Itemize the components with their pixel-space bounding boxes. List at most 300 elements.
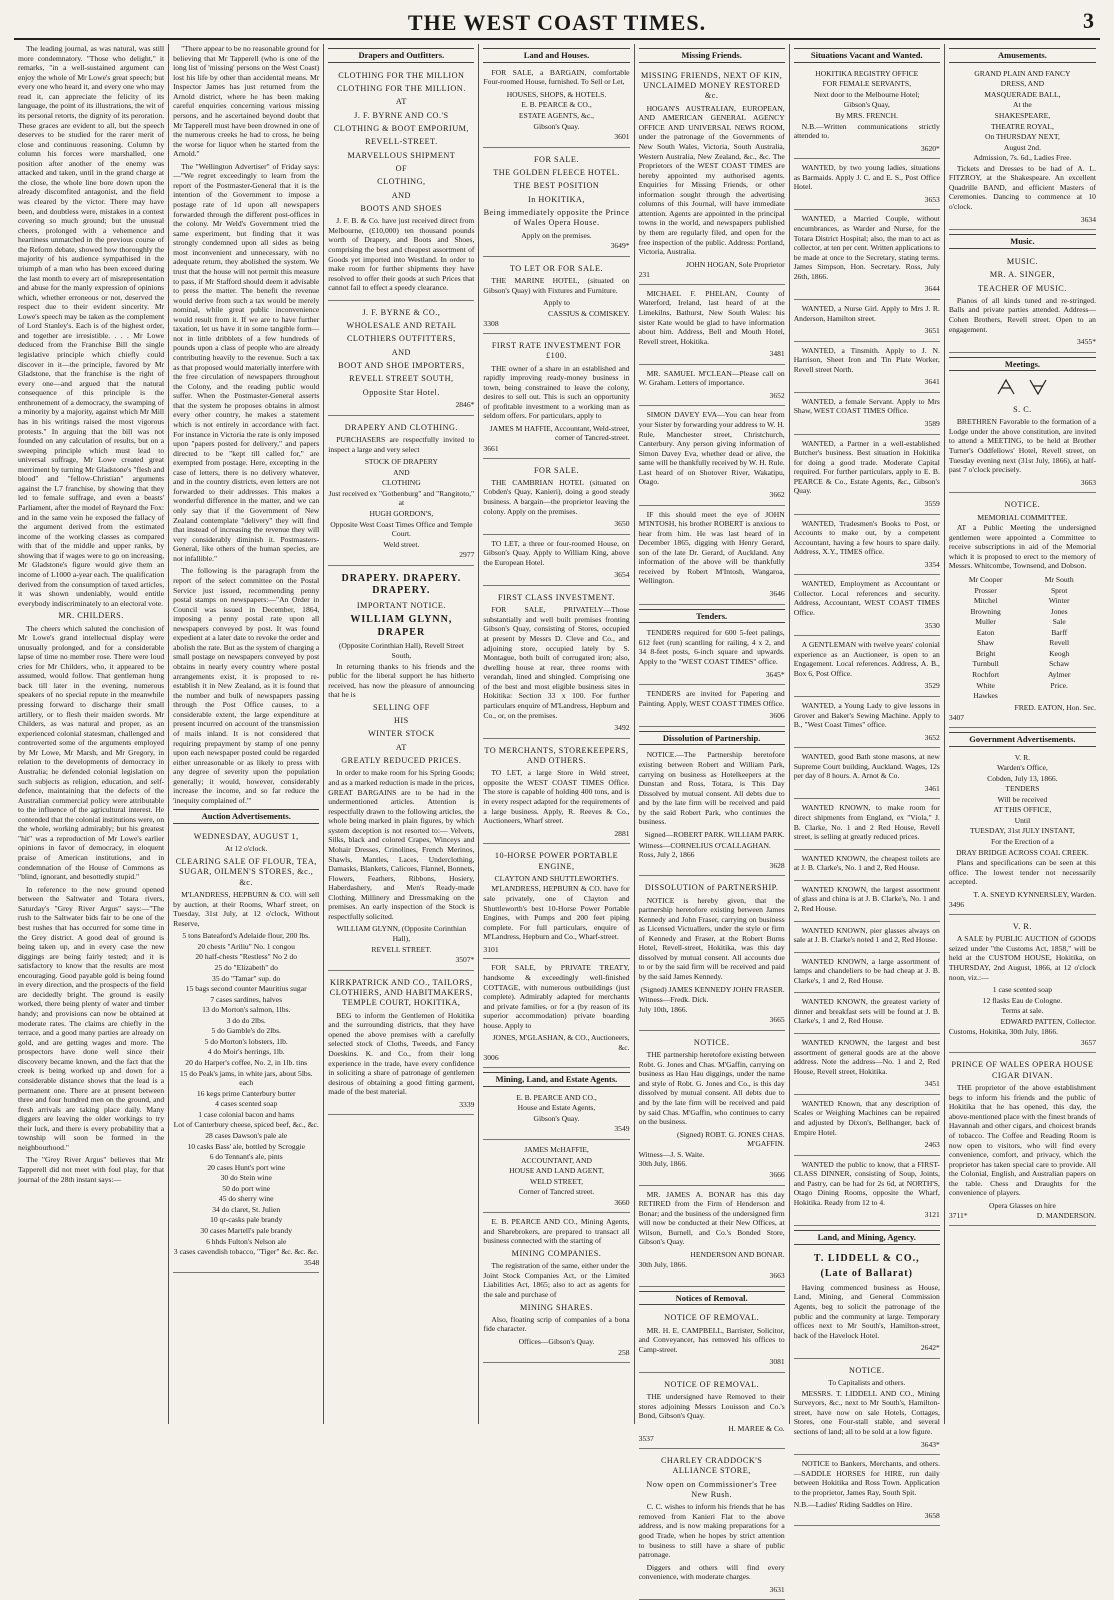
ad-body: AT a Public Meeting the undersigned gentlemen were appointed a Committee to receive subscriptions in aid of the Memorial which it is proposed to erect to the memory of Messrs. Whitcombe, Townsend, and Dobson.: [948, 523, 1096, 571]
ad-line: T. LIDDELL & CO.,: [813, 1252, 920, 1264]
ad-heading: NOTICE.: [848, 1365, 885, 1375]
auction-body: M'LANDRESS, HEPBURN & CO. will sell by auction, at their Rooms, Wharf street, on Tuesday, 31st July, at 12 o'clock, Without Reserve,: [173, 890, 320, 928]
ad-line: HOUSES, SHOPS, & HOTELS.: [506, 89, 607, 99]
ad-signature: Signed—ROBERT PARK. WILLIAM PARK.: [644, 829, 785, 839]
ad-line: Opposite West Coast Times Office and Temple Court.: [330, 519, 473, 539]
ad-date: July 10th, 1866.: [638, 1004, 688, 1014]
craddock-store-ad: [639, 1451, 785, 1600]
ad-ref: 3455*: [1077, 337, 1096, 347]
ad-body: WANTED, by two young ladies, situations as Barmaids. Apply J. C. and E. S., Post Office Hotel.: [793, 163, 940, 192]
ad-apply: Apply on the premises.: [521, 230, 592, 240]
ad-line: HOKITIKA REGISTRY OFFICE: [815, 68, 919, 78]
ad-line: FOR FEMALE SERVANTS,: [822, 79, 912, 89]
lodge-meeting-ad: [949, 374, 1096, 493]
ad-tail: REVELL STREET.: [371, 944, 432, 954]
article-paragraph: The "Grey River Argus" believes that Mr Tapperell did not meet with foul play, for that journal of the 28th instant says:—: [18, 1155, 165, 1184]
wanted-ad: [794, 577, 940, 636]
ad-line: Weld street.: [383, 539, 420, 549]
ad-body: WANTED, a female Servant. Apply to Mrs Shaw, WEST COAST TIMES Office.: [793, 396, 940, 416]
ad-ref: 3711*: [948, 1211, 968, 1221]
ad-line: Next door to the Melbourne Hotel;: [813, 89, 920, 99]
auction-time: At 12 o'clock.: [224, 844, 268, 854]
ad-line: THE GOLDEN FLEECE HOTEL.: [493, 167, 620, 177]
ad-body: TENDERS required for 600 5-feet palings, 612 feet (run) scantling for railing, 4 x 2, and 34 8-feet posts, 6-inch square and upwards. Apply to the "WEST COAST TIMES" office.: [638, 628, 785, 666]
ad-ref: 3628: [769, 860, 785, 870]
ad-line: Gibson's Quay.: [533, 121, 580, 131]
ad-heading: MUSIC.: [1006, 256, 1038, 266]
wanted-ad: [794, 1036, 940, 1095]
marine-hotel-ad: [483, 259, 629, 334]
ad-body: MR. SAMUEL M'CLEAN—Please call on W. Graham. Letters of importance.: [638, 368, 785, 388]
wanted-ad: [794, 995, 940, 1034]
customs-sale-ad: [949, 917, 1096, 1054]
ad-body: THE CAMBRIAN HOTEL (situated on Cobden's Quay, Kanieri), doing a good steady business. A bargain—the proprietor leaving the colony. Apply on the premises.: [483, 477, 630, 516]
ad-lines: [949, 922, 1096, 932]
merchants-store-ad: [483, 741, 629, 845]
ad-line: WELD STREET,: [529, 1176, 583, 1186]
ad-ref: 3643*: [920, 1439, 940, 1449]
section-header: Dissolution of Partnership.: [639, 731, 785, 746]
mchaffie-agent-ad: [483, 1142, 629, 1213]
ad-line: 1 case scented soap: [992, 985, 1053, 995]
auction-title: CLEARING SALE OF FLOUR, TEA, SUGAR, OILMEN'S STORES, &c., &c.: [175, 857, 317, 887]
ad-ref: 3650: [614, 519, 630, 529]
ad-body: HOGAN'S AUSTRALIAN, EUROPEAN, AND AMERICAN GENERAL AGENCY OFFICE AND UNIVERSAL NEWS ROOM, under the patronage of the Governments of New South Wales, Victoria, South Australia, Western Australia, New Zealand, &c., &c. The Proprietors of the WEST COAST TIMES are hereby appointed my authorised agents. Enquiries for Missing Friends, or other information sought through the advertising columns of this Journal, will have immediate attention. Agents are appointed in the principal towns in the world, and newspapers published by them are regularly filed, and open for the free inspection of the public. Address: Portland, Victoria, Australia.: [638, 103, 785, 257]
tender-palings-ad: [639, 626, 785, 685]
ad-line: HIS: [394, 716, 409, 726]
ad-body: N.B.—Written communications strictly attended to.: [793, 121, 940, 141]
ad-lines: [483, 90, 629, 131]
ad-line: MINING SHARES.: [520, 1302, 593, 1312]
ad-line: Opposite Star Hotel.: [362, 387, 440, 397]
ad-heading: PRINCE OF WALES OPERA HOUSE CIGAR DIVAN.: [951, 1060, 1094, 1080]
ad-line: Mr South: [1044, 574, 1074, 584]
ad-signature: CASSIUS & COMISKEY.: [548, 308, 630, 318]
ad-ref: 3548: [304, 1257, 320, 1267]
article-paragraph: The following is the paragraph from the report of the select committee on the Postal Service just issued, recommending penny postal stamps on newspapers:—"An Order in Council was issued in December, 1864, imposing a penny postal rate upon all newspapers conveyed by post. It was found expedient at a later date to revoke the order and abolish the rate. But as the system of charging a small postage on newspapers conveyed by post obtains in nearly every country where postal arrangements exist, it is proposed to re-establish it in New Zealand, as it is found that the number and bulk of newspapers passing through the Post Office causes, to a considerable extent, the large expenditure at present incurred on account of the transmission of mails inland. It is not considered that requiring prepayment by stamp of one penny upon each newspaper posted could be regarded either unreasonable or as likely to press with any degree of severity upon the population generally; it would, however, considerably increase the income, and so far reduce the 'inequity complained of.'": [173, 566, 320, 805]
kirkpatrick-tailors-ad: [328, 973, 474, 1116]
pearce-agents-ad: [483, 1090, 629, 1140]
ad-line: 10 casks Bass' ale, bottled by Scroggie: [187, 1141, 305, 1151]
ad-line: CLOTHING: [381, 478, 421, 488]
ad-lines: [483, 1093, 629, 1124]
ad-line: JAMES McHAFFIE,: [524, 1144, 589, 1154]
ad-line: Keogh: [1049, 648, 1070, 658]
ad-line: For the Erection of a: [990, 837, 1054, 847]
ad-ref: 3461: [924, 783, 940, 793]
ad-line: BOOTS AND SHOES: [360, 203, 443, 213]
ad-heading: MISSING FRIENDS, NEXT OF KIN, UNCLAIMED MONEY RESTORED &c.: [640, 70, 783, 101]
mining-companies-ad: [483, 1215, 629, 1363]
to-let-ad: [483, 537, 629, 586]
ad-body: WANTED KNOWN, the largest and best assortment of general goods are at the above address. Note the address—No. 1 and 2, Red House, Revell street, Hokitika.: [793, 1038, 940, 1076]
ad-line: AND: [391, 347, 411, 357]
column-6: [790, 44, 945, 1520]
missing-mintosh-ad: [639, 508, 785, 605]
ad-heading: FOR SALE.: [533, 465, 579, 475]
ad-line: V. R.: [1014, 752, 1031, 762]
ad-footer: [949, 1211, 1096, 1221]
ad-lines: [328, 703, 474, 767]
section-header: Land, and Mining, Agency.: [794, 1230, 940, 1245]
ad-body: WANTED KNOWN, the cheapest toilets are at J. B. Clarke's, No. 1 and 2, Red House.: [793, 853, 940, 873]
ad-body: Pianos of all kinds tuned and re-stringed. Balls and private parties attended. Address—Cohen Brothers, Revell street. Open to an engagement.: [948, 295, 1096, 334]
ad-lines: [483, 1145, 629, 1197]
ad-ref: 3663: [769, 1271, 785, 1280]
section-header: Government Advertisements.: [949, 732, 1096, 747]
ad-line: SHAKESPEARE,: [994, 110, 1051, 120]
wanted-ad: [794, 517, 940, 576]
ad-ref: 3649*: [610, 241, 630, 251]
wanted-ad-list: [794, 161, 940, 1226]
ad-body: TO LET, a three or four-roomed House, on Gibson's Quay. Apply to William King, above the European Hotel.: [483, 538, 630, 567]
ad-line: E. B. PEARCE AND CO.,: [516, 1092, 597, 1102]
ad-heading: FIRST CLASS INVESTMENT.: [498, 592, 615, 602]
ad-ref: 3660: [614, 1197, 630, 1207]
ad-line: AT THIS OFFICE,: [993, 805, 1052, 815]
column-3: [324, 44, 479, 1424]
dissolution-park-ad: [639, 748, 785, 876]
ad-ref: 3631: [769, 1584, 785, 1594]
wanted-ad: [794, 395, 940, 435]
ad-ref: 3662: [769, 489, 785, 499]
dissolution-jones-ad: [639, 1033, 785, 1186]
ad-body: TENDERS are invited for Papering and Painting. Apply, WEST COAST TIMES Office.: [638, 689, 785, 708]
ad-heading: FOR SALE.: [533, 154, 579, 164]
ad-body: Plans and specifications can be seen at this office. The lowest tender not necessarily accepted.: [948, 858, 1096, 887]
ad-line: 34 do claret, St. Julien: [212, 1204, 281, 1214]
ad-signature: Offices—Gibson's Quay.: [518, 1337, 595, 1347]
ad-heading: 10-HORSE POWER PORTABLE ENGINE,: [494, 851, 619, 871]
auction-item-list: [173, 931, 319, 1256]
article-paragraph: The cheers which saluted the conclusion of Mr Lowe's grand intellectual display were unusually prolonged, and for a considerable lapse of time no member rose. There were loud cries for Mr Childers, who, it appeared to be assumed, would follow. That gentleman hung back till later in the evening, numerous speakers of no special repute in the meanwhile pressing forward to discharge their small artillery, or to flesh their maiden swords. Mr Childers, as was natural and proper, as an experienced colonial statesman, challenged and controverted some of the arguments employed by Mr Lowe, Mr Marsh, and Mr Gregory, in relation to the developments of democracy in Australia; he defended colonial legislation on such subjects as religion, education, and self-defence, maintaining that the defects of the Australian commercial policy were attributable to the influence of the agricultural interest. He contended that the colonial institutions were, on the whole, working admirably; but his greatest "hit" was a reproduction of Mr Lowe's earlier opinions in favor of democracy, in eloquent praise of American institutions, and in condemnation of the House of Commons as "blind, ignorant, and besottedly stupid.": [18, 623, 165, 882]
ad-line: Bright: [975, 648, 996, 658]
wanted-ad: [794, 852, 940, 881]
ad-ref: 3654: [614, 570, 630, 580]
ad-signature: WILLIAM GLYNN, (Opposite Corinthian Hall),: [336, 924, 467, 944]
ad-body: The registration of the same, either under the Joint Stock Companies Act, or the Limited Liabilities Act, 1865; also to act as agents for the sale and purchase of: [483, 1261, 630, 1300]
section-header: Meetings.: [949, 357, 1096, 372]
ad-line: ESTATE AGENTS, &c.,: [518, 110, 595, 120]
section-header: Mining, Land, and Estate Agents.: [483, 1072, 629, 1087]
ad-line: On THURSDAY NEXT,: [984, 132, 1060, 142]
ad-body: SIMON DAVEY EVA—You can hear from your Sister by forwarding your address to W. H. Rule, Manchester street, Christchurch, Canterbury. Any person giving information of Simon Davey Eva, whether dead or alive, the same will be thankfully received by W. H. Rule. Last heard of on Shotover River, Wakatipu, Otago.: [638, 410, 785, 487]
ad-line: Sprot: [1050, 585, 1068, 595]
ad-ref: 2642*: [920, 1343, 940, 1353]
ad-lines: [949, 405, 1096, 415]
ad-ref: 3451: [924, 1079, 940, 1089]
names-left: [949, 574, 1023, 702]
ad-line: 20 chests "Ariliu" No. 1 congou: [197, 941, 295, 951]
ad-heading: DRAPERY. DRAPERY. DRAPERY.: [341, 572, 462, 597]
ad-signature: (Signed) ROBT. G. JONES CHAS. M'GAFFIN.: [677, 1129, 785, 1149]
ad-lines: [949, 270, 1096, 294]
column-5: [635, 44, 790, 1594]
ad-signature: HENDERSON AND BONAR.: [690, 1249, 785, 1259]
wanted-ad: [794, 344, 940, 393]
wanted-ad: [794, 883, 940, 922]
ad-line: 20 cases Hunt's port wine: [207, 1162, 286, 1172]
ad-line: 50 do port wine: [222, 1183, 271, 1193]
ad-body: A GENTLEMAN with twelve years' colonial experience as an Auctioneer, is open to an Engagement. Local references. Address, A. B., Box 6, Post Office.: [793, 640, 940, 678]
ad-line: 3 do do 2lbs.: [226, 1015, 266, 1025]
ad-line: 12 flasks Eau de Cologne.: [982, 995, 1063, 1005]
ad-line: AT: [395, 97, 407, 107]
ad-line: Corner of Tancred street.: [518, 1187, 595, 1197]
ad-ref: 3657: [1080, 1037, 1096, 1047]
ad-line: Cobden, July 13, 1866.: [987, 773, 1058, 783]
ad-line: August 2nd.: [1003, 142, 1041, 152]
memorial-committee-ad: [949, 495, 1096, 728]
ad-ref: 2977: [459, 550, 475, 560]
ad-line: Barff: [1051, 627, 1068, 637]
ad-body: THE proprietor of the above establishment begs to inform his friends and the public of Hokitika that he has opened, this day, the above-mentioned place with the finest brands of Havannah and other cigars, and choicest brands of tobacco. The Coffee and Reading Room is now open to visitors, who will find every convenience, comfort, and privacy, which the proprietor has taken special care to provide. All the Colonial, English, and Australian papers on the table. Chess and Draughts for the convenience of players.: [948, 1083, 1096, 1198]
ad-ref: 3663: [1080, 477, 1096, 487]
ad-line: E. B. PEARCE & CO.,: [521, 100, 592, 110]
tender-bridge-ad: [949, 750, 1096, 915]
columns: [14, 44, 1100, 1594]
ad-line: 30 do Stein wine: [220, 1173, 272, 1183]
ad-line: 5 do Morton's lobsters, 1lb.: [204, 1036, 288, 1046]
ad-body: FOR SALE, a BARGAIN, comfortable Four-roomed House, furnished. To Sell or Let,: [483, 67, 630, 87]
saddle-horses-ad: [794, 1457, 940, 1526]
ad-body: WANTED the public to know, that a FIRST-CLASS DINNER, consisting of Soup, Joints, and Pastry, can be had for 2s 6d, at NORTH'S, Otago Dining Rooms, opposite the Wharf, Hokitika. Ready from 12 to 4.: [793, 1159, 940, 1207]
ad-body: In returning thanks to his friends and the public for the liberal support he has hitherto received, has now the pleasure of announcing that he is: [328, 661, 475, 700]
article-paragraph: "There appear to be no reasonable ground for believing that Mr Tapperell (who is one of the long list of 'missing' persons on the West Coast) lost his life by other than accidental means. Mr Inspector James has just returned from the Arnold district, where he has been making careful enquiries concerning various missing persons, and he ascertained beyond doubt that Mr Tapperell must have been drowned in one of the numerous creeks he had to cross, he being the worse for liquor when he started from the Arnold.": [173, 44, 320, 159]
ad-line: 15 do Peak's jams, in white jars, about 5lbs. each: [179, 1068, 313, 1088]
ad-ref: 3658: [924, 1510, 940, 1520]
ad-ref: 3661: [483, 444, 499, 454]
ad-body: In order to make room for his Spring Goods; and as a marked reduction is made in the prices, GREAT BARGAINS are to be had in the undermentioned articles. Attention is respectfully drawn to the following articles, the whole being marked in plain figures, by which system deception is not resorted to:— Velvets, Silks, black and colored Crapes, Winceys and Mohair Dresses, Crinolines, French Merinos, Shawls, Mantles, Laces, Underclothing, Damasks, Blankets, Calicoes, Flannel, Bonnets, Flowers, Feathers, Ribbons, Hosiery, Haberdashery, and Men's Ready-made Clothing. Millinery and Dressmaking on the premises. An early inspection of the Stock is respectfully solicited.: [328, 768, 475, 921]
ad-line: THE BEST POSITION: [513, 181, 600, 191]
page-number: 3: [1083, 8, 1094, 33]
ad-line: MINING COMPANIES.: [511, 1249, 602, 1259]
ad-body: MICHAEL F. PHELAN, County of Waterford, Ireland, last heard of at the Limekilns, Bathurst, New South Wales: his sister Kate would be glad to have information about him. Address, Bell and Mouth Hotel, Revell street, Hokitika.: [638, 288, 785, 346]
ad-heading: KIRKPATRICK AND CO., TAILORS, CLOTHIERS, AND HABITMAKERS, TEMPLE COURT, HOKITIKA,: [329, 977, 473, 1008]
ad-body: MESSRS. T. LIDDELL AND CO., Mining Surveyors, &c., next to Mr South's, Hamilton-street, have now on sale Hotels, Cottages, Stores, one Four-stall stable, and several sections of land; all to be sold at a low figure.: [793, 1388, 940, 1436]
article-paragraph: The leading journal, as was natural, was still more condemnatory. "Those who delight," it remarks, "in a well-sustained argument can enjoy the whole of Mr Lowe's great speech; but every one who heard it, and every one who may read it, can appreciate the felicity of its language, the point of its illustrations, the wit of its personal retorts, the dignity of its peroration. These graces are evident to all, but the speech deserves to be studied for the rarer merit of close and continuous reasoning. Column by column his forces were marshalled, one position after another of the enemy was attacked and taken, until in the grand charge at the close, the whole line bore down upon the already discomfited antagonist, and the field was cleared by the victor. There may have been, and doubtless were, mistakes in a contest covering so much ground; but the unusual cheers, prolonged with a vehemence and heartiness unmatched in the previous course of the Reform debate, showed how thoroughly the majority of his audience sympathised in the triumph of a man who has been exceed during the last month to every art of misrepresentation and abuse for the manly expression of opinions which, whether erroneous or not, deserved the respect due to their evident sincerity. Mr Lowe's speech may be taken as the complement of Lord Stanley's. Each is of the highest order, and together are irresistible. . . . Mr Lowe deduced from the Franchise Bill the single legislative principle which chiefly could discover in it—the principle, favored by Mr Gladstone, that the franchise is the right of every one—and argued that the natural consequence of this principle is the enthronement of a democracy, the swamping of a minority by a majority, against which Mr Mill has in his writings raised the most vigorous protests." In arguing that the bill was not founded on any calculation of results, but on a sweeping principle which must lead to universal suffrage, Mr Lowe created great merriment by turning Mr Gladstone's "flesh and blood" and "fellow-Christian" arguments against the L7 franchise, by showing that they led to female suffrage, and even a beasts' Parliament, after the model of Reynard the Fox: and in the same vein he exposed the fallacy of the argument derived from the estimated income of the working classes as compared with that of the middle and upper ranks, by showing that if wages were to go on increasing, Mr Gladstone's figure would give them an income of L1000 a-year each. The qualification derived from the consumption of taxed articles, it was shown undeniably, would entitle everybody indiscriminately to an electoral vote.: [18, 44, 165, 608]
ad-line: In HOKITIKA,: [528, 194, 585, 204]
ad-line: CLOTHING FOR THE MILLION: [338, 70, 465, 80]
ad-heading: FIRST RATE INVESTMENT FOR £100.: [491, 340, 622, 361]
section-header: Notices of Removal.: [639, 1291, 785, 1306]
section-header: Drapers and Outfitters.: [328, 48, 474, 63]
ad-line: J. F. BYRNE & CO.,: [362, 307, 441, 317]
ad-line: Until: [1014, 815, 1031, 825]
ad-line: WINTER STOCK: [368, 729, 435, 739]
ad-line: V. R.: [1012, 921, 1032, 931]
ad-body: WANTED, a Nurse Girl. Apply to Mrs J. R. Anderson, Hamilton street.: [793, 303, 940, 323]
ad-witness: Witness—CORNELIUS O'CALLAGHAN.: [638, 840, 771, 850]
registry-office-ad: [794, 66, 940, 160]
ad-signature: (Signed) JAMES KENNEDY JOHN FRASER.: [640, 984, 785, 994]
ad-line: 6 hhds Fulton's Nelson ale: [206, 1236, 287, 1246]
ad-body: M'LANDRESS, HEPBURN & CO. have for sale privately, one of Clayton and Shuttleworth's best 10-Horse Power Portable Engines, with Pumps and 200 feet piping complete. For full particulars, enquire of M'Landress, Hepburn and Co., Wharf-street.: [483, 884, 630, 942]
ad-ref: 3481: [769, 349, 785, 359]
portable-engine-ad: [483, 846, 629, 959]
wanted-ad: [794, 955, 940, 994]
ad-ref: 3549: [614, 1124, 630, 1134]
ad-line: 13 do Morton's salmon, 1lbs.: [202, 1005, 291, 1015]
ad-body: C. C. wishes to inform his friends that he has removed from Kanieri Flat to the above address, and is now making preparations for a good Trade, when he hopes by strict attention to business to still have a share of public patronage.: [638, 1502, 785, 1560]
ad-line: (Late of Ballarat): [820, 1268, 913, 1280]
wanted-ad: [794, 638, 940, 697]
ad-body: MR. JAMES A. BONAR has this day RETIRED from the Firm of Henderson and Bonar; and the business of the undersigned firm will now be conducted at their New Offices, at Wilson, Burnell, and Co.'s Bonded Store, Gibson's Quay.: [638, 1189, 785, 1247]
ad-body: IF this should meet the eye of JOHN M'INTOSH, his brother ROBERT is anxious to hear from him. He was last heard of in December 1865, digging with Henry Gerard, son of the late Dr. Gerard, of Auckland. Any information of the above will be thankfully received by Robert M'Intosh, Wangaroa, Wellington.: [638, 509, 785, 586]
ad-body: Also, floating scrip of companies of a bona fide character.: [483, 1314, 630, 1334]
ad-line: White: [976, 680, 995, 690]
wanted-ad: [794, 302, 940, 342]
ad-lines: [328, 71, 474, 215]
ad-line: GRAND PLAIN AND FANCY: [974, 68, 1071, 78]
ad-line: Schaw: [1049, 659, 1070, 669]
section-header: Missing Friends.: [639, 48, 785, 63]
cigar-divan-ad: [949, 1055, 1096, 1226]
ad-line: Hawkes: [973, 691, 998, 701]
ad-tail: D. MANDERSON.: [1036, 1211, 1096, 1221]
ad-body: FOR SALE, by PRIVATE TREATY, handsome & exceedingly well-finished COTTAGE, with numerous outbuildings (just complete). Admirably adapted for merchants and private families, or for a (by reason of its superior accommodation) private boarding house. Apply to: [483, 963, 630, 1030]
ad-line: 16 kegs prime Canterbury butter: [196, 1088, 296, 1098]
ad-ref: 2463: [924, 1140, 940, 1150]
ad-line: S. C.: [1013, 404, 1032, 414]
ad-witness: Witness—Fredk. Dick.: [638, 995, 709, 1005]
ad-line: 25 do "Elizabeth" do: [214, 962, 278, 972]
ad-ref: 3530: [924, 620, 940, 630]
ad-line: Turnbull: [972, 659, 999, 669]
ad-ref: 3641: [924, 377, 940, 387]
ad-line: TENDERS: [1005, 784, 1040, 794]
ad-line: CLOTHING FOR THE MILLION.: [336, 84, 466, 94]
section-header: Tenders.: [639, 609, 785, 624]
column-1: [14, 44, 169, 1424]
ad-line: THEATRE ROYAL,: [990, 121, 1054, 131]
ad-ref: 258: [618, 1347, 630, 1357]
ad-ref: 3652: [924, 732, 940, 742]
ad-ref: 3339: [459, 1099, 475, 1109]
ad-line: Sale: [1052, 617, 1066, 627]
ad-date: 30th July, 1866.: [638, 1260, 688, 1270]
ad-line: 45 do sherry wine: [218, 1194, 274, 1204]
ad-ref: 3492: [614, 723, 630, 733]
ad-line: House and Estate Agents,: [517, 1103, 596, 1113]
ad-line: MASQUERADE BALL,: [984, 89, 1061, 99]
ad-body: Having commenced business as House, Land, Mining, and General Commission Agents, beg to solicit the patronage of the public and the community at large. Temporary offices next to Mr South's, Hamilton-street, back of the Havelock Hotel.: [793, 1282, 940, 1340]
auction-date: WEDNESDAY, AUGUST 1,: [193, 832, 299, 842]
column-4: [479, 44, 634, 1424]
ad-line: 3 cases cavendish tobacco, "Tiger" &c. &c. &c.: [173, 1247, 319, 1257]
ad-line: Now open on Commissioner's Tree New Rush.: [646, 1479, 777, 1499]
ad-line: At the: [1013, 100, 1032, 110]
music-teacher-ad: [949, 252, 1096, 353]
ad-line: 35 do "Tamar" sup. do: [212, 973, 281, 983]
ad-line: Admission, 7s. 6d., Ladies Free.: [973, 153, 1072, 163]
ad-lines: [794, 69, 940, 121]
committee-names: [949, 574, 1096, 702]
ad-heading: DISSOLUTION of PARTNERSHIP.: [644, 883, 779, 893]
wanted-ad: [794, 161, 940, 210]
ad-body: J. F. B. & Co. have just received direct from Melbourne, (£10,000) ten thousand pounds worth of Drapery, and Boots and Shoes, comprising the best and cheapest assortment of Goods yet imported into Westland. In order to make room for further shipments they have resolved to offer their goods at such Prices that cannot fail to effect a speedy clearance.: [328, 216, 475, 293]
missing-eva-ad: [639, 408, 785, 505]
cottage-sale-ad: [483, 961, 629, 1068]
ad-body: WANTED, good Bath stone masons, at new Supreme Court building, Auckland. Wages, 12s per day of 8 hours. A. Arnot & Co.: [793, 752, 940, 781]
newspaper-title: THE WEST COAST TIMES.: [407, 10, 707, 35]
ad-ref: 2881: [614, 828, 630, 838]
ad-line: Muller: [975, 617, 996, 627]
ad-line: AT: [395, 742, 407, 752]
ad-line: DRAY BRIDGE ACROSS COAL CREEK.: [956, 847, 1089, 857]
ad-date: Ross, July 2, 1866: [638, 850, 695, 860]
ad-ref: 3537: [638, 1434, 654, 1444]
ad-line: Will be received: [997, 794, 1048, 804]
ad-body: E. B. PEARCE AND CO., Mining Agents, and Sharebrokers, are prepared to transact all business connected with the starting of: [483, 1217, 630, 1246]
ad-ref: 3645*: [765, 669, 785, 679]
ad-line: Gibson's Quay,: [843, 100, 890, 110]
ad-ref: 3529: [924, 681, 940, 691]
house-bargain-ad: [483, 66, 629, 148]
section-header: Situations Vacant and Wanted.: [794, 48, 940, 63]
ad-line: Prosser: [974, 585, 997, 595]
ad-line: J. F. BYRNE AND CO.'S: [354, 110, 449, 120]
tender-painting-ad: [639, 687, 785, 727]
ad-body: WANTED, Employment as Accountant or Collector. Local references and security. Address, Accountant, WEST COAST TIMES Office.: [793, 579, 940, 618]
ad-signature: JOHN HOGAN, Sole Proprietor: [685, 259, 785, 269]
ad-lines: [794, 1253, 940, 1281]
auction-ad: [173, 827, 319, 1273]
wanted-ad: [794, 699, 940, 748]
ad-subheading: To Capitalists and others.: [828, 1378, 906, 1388]
ad-apply: Apply to: [543, 298, 570, 308]
ad-line: 7 cases sardines, halves: [210, 994, 283, 1004]
ad-body: PURCHASERS are respectfully invited to inspect a large and very select: [328, 435, 475, 454]
ad-line: BOOT AND SHOE IMPORTERS,: [338, 361, 465, 371]
ad-ref: 3507*: [455, 955, 475, 965]
ad-line: Jones: [1050, 606, 1068, 616]
ad-line: Rochfort: [972, 670, 1000, 679]
ad-line: 20 do Harper's coffee, No. 2, in 1lb. tins: [185, 1058, 308, 1068]
wanted-ad: [794, 924, 940, 953]
ad-line: Mitchel: [973, 596, 998, 606]
section-header: Music.: [949, 234, 1096, 249]
ad-body: THE MARINE HOTEL, (situated on Gibson's Quay) with Fixtures and Furniture.: [483, 276, 630, 295]
ad-body: THE undersigned have Removed to their stores adjoining Messrs Louisson and Co.'s Bond, Gibson's Quay.: [638, 1392, 785, 1421]
wanted-ad: [794, 1097, 940, 1156]
ad-body: BEG to inform the Gentlemen of Hokitika and the surrounding districts, that they have opened the above premises with a carefully selected stock of Cloths, Tweeds, and Fancy Doeskins. K. and Co., from their long experience in the trade, have every confidence in soliciting a share of patronage of gentlemen desirous of obtaining a good fitting garment, made of the best material.: [328, 1010, 475, 1097]
ad-line: CLOTHIERS OUTFITTERS,: [346, 334, 456, 344]
ad-ref: 3646: [769, 589, 785, 598]
ad-line: 28 cases Dawson's pale ale: [205, 1130, 288, 1140]
ad-line: WHOLESALE AND RETAIL: [346, 321, 457, 331]
ad-lines: [639, 1456, 785, 1500]
ad-body: A SALE by PUBLIC AUCTION of GOODS seized under "the Customs Act, 1858," will be held at the CUSTOM HOUSE, Hokitika, on THURSDAY, 2nd August, 1866, at 12 o'clock noon, viz.:—: [948, 934, 1096, 982]
ad-body: NOTICE is hereby given, that the partnership heretofore existing between James Kennedy and John Fraser, carrying on business as Licensed Victuallers, under the style or firm of Kennedy and Fraser, at the Robert Burns Hotel, Revell-street, Hokitika, was this day dissolved by mutual consent. All accounts due to or by the said firm will be received and paid by the said James Kennedy.: [638, 895, 785, 982]
first-class-investment-ad: [483, 588, 629, 739]
ad-line: Being immediately opposite the Prince of Wales Opera House.: [483, 207, 630, 228]
dissolution-kennedy-ad: [639, 878, 785, 1031]
ad-body: WANTED KNOWN, pier glasses always on sale at J. B. Clarke's noted 1 and 2, Red House.: [793, 925, 940, 945]
section-header: Amusements.: [949, 48, 1096, 63]
ad-line: REVELL STREET SOUTH,: [349, 374, 454, 384]
ad-line: 10 qr-casks pale brandy: [210, 1215, 283, 1225]
ad-lines: [328, 457, 474, 549]
ad-line: OF: [395, 164, 408, 173]
ad-ref: 3601: [614, 132, 630, 142]
ad-ref: 3666: [769, 1169, 785, 1179]
masthead: [14, 8, 1100, 40]
ad-body: Diggers and others will find every convenience, with moderate charges.: [638, 1562, 785, 1582]
ad-ref: 3634: [1080, 214, 1096, 224]
byrne-wholesale-ad: [328, 303, 474, 416]
ad-line: 20 half-chests "Restless" No 2 do: [195, 952, 298, 962]
